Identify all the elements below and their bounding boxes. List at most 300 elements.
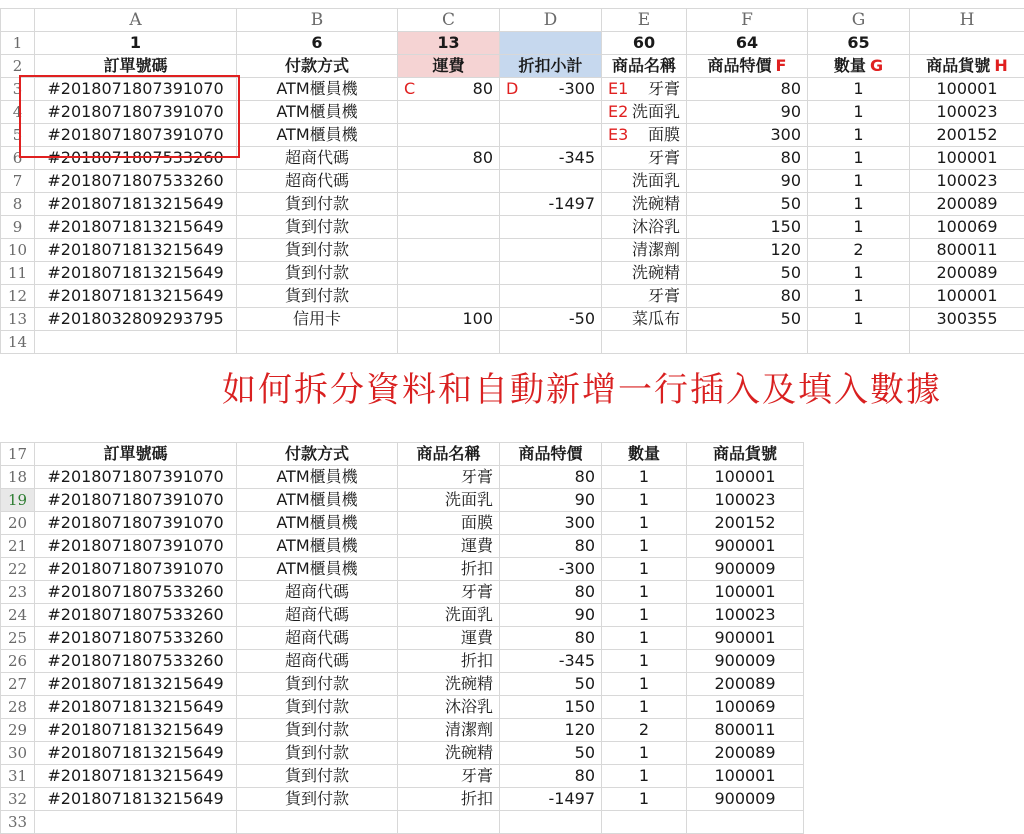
row-header[interactable]: 29 <box>1 719 35 742</box>
cell[interactable] <box>237 308 398 331</box>
cell-value: #2018071813215649 <box>47 789 224 808</box>
cell[interactable] <box>35 331 237 354</box>
row-header[interactable]: 25 <box>1 627 35 650</box>
cell[interactable] <box>398 170 500 193</box>
cell[interactable] <box>398 285 500 308</box>
cell[interactable] <box>398 673 500 696</box>
cell[interactable] <box>237 193 398 216</box>
cell[interactable] <box>500 443 602 466</box>
cell-value: 150 <box>564 697 595 716</box>
cell[interactable] <box>687 696 804 719</box>
cell[interactable] <box>808 78 910 101</box>
cell[interactable] <box>35 650 237 673</box>
cell[interactable] <box>500 719 602 742</box>
cell[interactable] <box>500 124 602 147</box>
cell[interactable] <box>35 147 237 170</box>
cell[interactable] <box>500 216 602 239</box>
cell[interactable] <box>237 216 398 239</box>
cell[interactable] <box>398 719 500 742</box>
cell[interactable] <box>237 262 398 285</box>
cell[interactable] <box>398 239 500 262</box>
cell[interactable] <box>398 101 500 124</box>
cell[interactable] <box>500 262 602 285</box>
cell[interactable] <box>35 489 237 512</box>
cell[interactable] <box>237 239 398 262</box>
cell[interactable] <box>808 101 910 124</box>
cell[interactable] <box>237 650 398 673</box>
cell[interactable] <box>35 193 237 216</box>
cell-value: ATM櫃員機 <box>276 490 358 509</box>
cell[interactable] <box>237 78 398 101</box>
cell-value: 1 <box>638 766 650 785</box>
column-header[interactable]: B <box>237 9 398 32</box>
cell[interactable] <box>602 170 687 193</box>
cell[interactable] <box>398 558 500 581</box>
cell[interactable] <box>910 216 1024 239</box>
cell[interactable] <box>602 124 687 147</box>
cell[interactable] <box>500 285 602 308</box>
cell-value: 800011 <box>936 240 998 259</box>
cell[interactable] <box>602 604 687 627</box>
cell[interactable] <box>500 696 602 719</box>
cell-value: 洗面乳 <box>631 102 680 121</box>
cell[interactable] <box>602 55 687 78</box>
cell-value: 100023 <box>936 171 998 190</box>
cell[interactable] <box>500 673 602 696</box>
cell-value: 1 <box>853 263 864 282</box>
cell[interactable] <box>500 147 602 170</box>
cell[interactable] <box>398 742 500 765</box>
cell[interactable] <box>602 535 687 558</box>
row-header[interactable]: 24 <box>1 604 35 627</box>
cell[interactable] <box>398 581 500 604</box>
cell-value: 1 <box>853 171 864 190</box>
table-row <box>1 101 1024 124</box>
cell-value: 100069 <box>714 697 776 716</box>
cell[interactable] <box>35 308 237 331</box>
cell[interactable] <box>910 147 1024 170</box>
cell[interactable] <box>500 466 602 489</box>
cell[interactable] <box>602 719 687 742</box>
cell[interactable] <box>687 627 804 650</box>
row-header[interactable]: 20 <box>1 512 35 535</box>
cell[interactable] <box>910 32 1024 55</box>
cell[interactable] <box>500 170 602 193</box>
cell[interactable] <box>687 742 804 765</box>
cell[interactable] <box>35 535 237 558</box>
cell[interactable] <box>808 285 910 308</box>
cell[interactable] <box>398 443 500 466</box>
cell[interactable] <box>687 604 804 627</box>
cell[interactable] <box>602 78 687 101</box>
cell[interactable] <box>687 581 804 604</box>
cell-value: 貨到付款 <box>284 743 349 762</box>
row-header[interactable]: 18 <box>1 466 35 489</box>
cell-value: 1 <box>638 582 650 601</box>
cell[interactable] <box>687 262 808 285</box>
cell-value: 90 <box>780 171 801 190</box>
column-header[interactable]: E <box>602 9 687 32</box>
cell[interactable] <box>687 650 804 673</box>
cell[interactable] <box>687 239 808 262</box>
row-header[interactable]: 26 <box>1 650 35 673</box>
cell[interactable] <box>35 696 237 719</box>
cell-value: 商品名稱 <box>611 56 676 75</box>
cell[interactable] <box>35 170 237 193</box>
cell[interactable] <box>602 512 687 535</box>
cell[interactable] <box>687 788 804 811</box>
cell[interactable] <box>398 331 500 354</box>
cell-value: 100001 <box>714 766 776 785</box>
cell[interactable] <box>808 32 910 55</box>
cell[interactable] <box>500 627 602 650</box>
cell-value: #2018071813215649 <box>47 674 224 693</box>
cell[interactable] <box>500 650 602 673</box>
cell[interactable] <box>687 78 808 101</box>
cell[interactable] <box>602 216 687 239</box>
cell[interactable] <box>35 673 237 696</box>
annotation-label: H <box>994 56 1008 75</box>
cell[interactable] <box>687 32 808 55</box>
cell-value: 100023 <box>936 102 998 121</box>
cell[interactable] <box>237 443 398 466</box>
cell[interactable] <box>687 147 808 170</box>
cell[interactable] <box>398 147 500 170</box>
cell[interactable] <box>602 673 687 696</box>
row-header[interactable]: 1 <box>1 32 35 55</box>
cell[interactable] <box>500 308 602 331</box>
row-header[interactable]: 2 <box>1 55 35 78</box>
row-header[interactable]: 10 <box>1 239 35 262</box>
cell[interactable] <box>35 285 237 308</box>
cell[interactable] <box>500 535 602 558</box>
cell[interactable] <box>237 512 398 535</box>
cell[interactable] <box>398 627 500 650</box>
cell[interactable] <box>602 308 687 331</box>
cell[interactable] <box>398 650 500 673</box>
row-header[interactable]: 3 <box>1 78 35 101</box>
cell[interactable] <box>237 673 398 696</box>
cell[interactable] <box>602 765 687 788</box>
cell[interactable] <box>398 604 500 627</box>
cell[interactable] <box>687 443 804 466</box>
cell[interactable] <box>500 788 602 811</box>
cell[interactable] <box>602 696 687 719</box>
column-header[interactable]: C <box>398 9 500 32</box>
cell[interactable] <box>500 512 602 535</box>
row-header[interactable]: 12 <box>1 285 35 308</box>
cell[interactable] <box>500 558 602 581</box>
cell[interactable] <box>398 78 500 101</box>
cell[interactable] <box>35 124 237 147</box>
cell[interactable] <box>237 489 398 512</box>
cell[interactable] <box>500 78 602 101</box>
cell[interactable] <box>35 262 237 285</box>
cell-value: 面膜 <box>647 125 680 144</box>
cell[interactable] <box>35 558 237 581</box>
cell[interactable] <box>687 719 804 742</box>
cell[interactable] <box>808 147 910 170</box>
row-header[interactable]: 8 <box>1 193 35 216</box>
table-row <box>1 216 1024 239</box>
row-header[interactable]: 23 <box>1 581 35 604</box>
cell[interactable] <box>910 78 1024 101</box>
cell-value: 200152 <box>714 513 776 532</box>
cell[interactable] <box>602 627 687 650</box>
cell[interactable] <box>808 331 910 354</box>
cell[interactable] <box>910 239 1024 262</box>
cell[interactable] <box>808 262 910 285</box>
cell[interactable] <box>687 558 804 581</box>
cell[interactable] <box>237 124 398 147</box>
cell[interactable] <box>35 581 237 604</box>
cell[interactable] <box>35 512 237 535</box>
cell[interactable] <box>687 466 804 489</box>
cell[interactable] <box>500 32 602 55</box>
row-header[interactable]: 14 <box>1 331 35 354</box>
cell[interactable] <box>687 512 804 535</box>
cell[interactable] <box>35 765 237 788</box>
cell[interactable] <box>35 811 237 834</box>
cell-value: 訂單號碼 <box>103 444 168 463</box>
cell[interactable] <box>500 193 602 216</box>
cell[interactable] <box>602 239 687 262</box>
cell[interactable] <box>500 811 602 834</box>
cell[interactable] <box>687 673 804 696</box>
cell[interactable] <box>602 489 687 512</box>
cell[interactable] <box>500 489 602 512</box>
row-header[interactable]: 7 <box>1 170 35 193</box>
cell[interactable] <box>500 765 602 788</box>
cell-value: 貨到付款 <box>284 217 349 236</box>
cell[interactable] <box>602 101 687 124</box>
cell-value: 貨到付款 <box>284 766 349 785</box>
cell[interactable] <box>35 466 237 489</box>
cell[interactable] <box>602 285 687 308</box>
cell[interactable] <box>35 32 237 55</box>
cell[interactable] <box>500 101 602 124</box>
cell[interactable] <box>602 811 687 834</box>
cell[interactable] <box>808 170 910 193</box>
cell-value: 80 <box>780 79 801 98</box>
select-all-corner[interactable] <box>1 9 35 32</box>
cell[interactable] <box>687 811 804 834</box>
table-row <box>1 193 1024 216</box>
cell[interactable] <box>500 581 602 604</box>
cell[interactable] <box>237 32 398 55</box>
cell[interactable] <box>237 696 398 719</box>
cell[interactable] <box>687 193 808 216</box>
row-header[interactable]: 11 <box>1 262 35 285</box>
cell[interactable] <box>35 788 237 811</box>
cell[interactable] <box>35 239 237 262</box>
cell[interactable] <box>687 170 808 193</box>
cell-value: 100001 <box>714 582 776 601</box>
cell[interactable] <box>237 558 398 581</box>
cell[interactable] <box>398 788 500 811</box>
cell[interactable] <box>398 308 500 331</box>
cell[interactable] <box>500 331 602 354</box>
cell[interactable] <box>398 489 500 512</box>
column-header[interactable]: F <box>687 9 808 32</box>
row-header[interactable]: 32 <box>1 788 35 811</box>
row-header[interactable]: 21 <box>1 535 35 558</box>
column-header[interactable]: G <box>808 9 910 32</box>
cell-value: ATM櫃員機 <box>276 513 358 532</box>
cell[interactable] <box>602 558 687 581</box>
cell[interactable] <box>602 650 687 673</box>
cell[interactable] <box>237 811 398 834</box>
cell[interactable] <box>687 331 808 354</box>
cell[interactable] <box>910 262 1024 285</box>
cell[interactable] <box>237 55 398 78</box>
column-header[interactable]: A <box>35 9 237 32</box>
cell[interactable] <box>602 581 687 604</box>
cell[interactable] <box>602 147 687 170</box>
cell[interactable] <box>35 55 237 78</box>
cell[interactable] <box>808 239 910 262</box>
cell[interactable] <box>687 308 808 331</box>
cell[interactable] <box>687 489 804 512</box>
cell[interactable] <box>35 216 237 239</box>
cell[interactable] <box>237 604 398 627</box>
cell[interactable] <box>237 535 398 558</box>
cell-value: 900009 <box>714 559 776 578</box>
cell[interactable] <box>808 216 910 239</box>
column-header[interactable]: H <box>910 9 1024 32</box>
column-header[interactable]: D <box>500 9 602 32</box>
cell[interactable] <box>500 55 602 78</box>
cell[interactable] <box>398 535 500 558</box>
cell[interactable] <box>237 466 398 489</box>
bottom-spreadsheet <box>0 442 804 834</box>
cell[interactable] <box>910 193 1024 216</box>
cell[interactable] <box>910 124 1024 147</box>
cell[interactable] <box>398 216 500 239</box>
cell[interactable] <box>398 262 500 285</box>
cell[interactable] <box>500 604 602 627</box>
cell[interactable] <box>808 55 910 78</box>
cell[interactable] <box>687 535 804 558</box>
cell[interactable] <box>808 308 910 331</box>
cell[interactable] <box>398 811 500 834</box>
cell-value: 牙膏 <box>647 79 680 98</box>
cell[interactable] <box>237 170 398 193</box>
row-header[interactable]: 13 <box>1 308 35 331</box>
cell[interactable] <box>237 285 398 308</box>
row-header[interactable]: 30 <box>1 742 35 765</box>
cell[interactable] <box>687 285 808 308</box>
cell[interactable] <box>398 765 500 788</box>
cell[interactable] <box>398 512 500 535</box>
row-header[interactable]: 33 <box>1 811 35 834</box>
row-header[interactable]: 27 <box>1 673 35 696</box>
cell[interactable] <box>237 788 398 811</box>
cell[interactable] <box>808 193 910 216</box>
cell[interactable] <box>237 331 398 354</box>
cell[interactable] <box>500 239 602 262</box>
cell[interactable] <box>687 55 808 78</box>
cell[interactable] <box>398 55 500 78</box>
cell[interactable] <box>500 742 602 765</box>
cell[interactable] <box>35 742 237 765</box>
cell[interactable] <box>237 627 398 650</box>
cell[interactable] <box>237 719 398 742</box>
row-header[interactable]: 19 <box>1 489 35 512</box>
cell-value: 1 <box>853 79 864 98</box>
cell[interactable] <box>237 147 398 170</box>
cell[interactable] <box>602 262 687 285</box>
cell[interactable] <box>910 285 1024 308</box>
cell[interactable] <box>910 331 1024 354</box>
cell[interactable] <box>35 101 237 124</box>
cell[interactable] <box>910 101 1024 124</box>
row-header[interactable]: 6 <box>1 147 35 170</box>
cell[interactable] <box>35 443 237 466</box>
cell[interactable] <box>237 101 398 124</box>
cell[interactable] <box>35 719 237 742</box>
cell[interactable] <box>35 604 237 627</box>
row-header[interactable]: 17 <box>1 443 35 466</box>
cell-value: 1 <box>853 125 864 144</box>
cell-value: 數量 <box>833 56 866 75</box>
cell[interactable] <box>602 32 687 55</box>
cell[interactable] <box>398 124 500 147</box>
cell-value: #2018071807533260 <box>47 605 224 624</box>
row-header[interactable]: 31 <box>1 765 35 788</box>
cell[interactable] <box>808 124 910 147</box>
cell-value: 50 <box>780 263 801 282</box>
cell[interactable] <box>398 466 500 489</box>
cell[interactable] <box>602 443 687 466</box>
cell-value: 200089 <box>936 263 998 282</box>
cell-value: 1 <box>638 674 650 693</box>
cell[interactable] <box>602 331 687 354</box>
cell[interactable] <box>910 170 1024 193</box>
cell[interactable] <box>687 101 808 124</box>
cell[interactable] <box>237 581 398 604</box>
row-header[interactable]: 22 <box>1 558 35 581</box>
cell[interactable] <box>35 78 237 101</box>
table-row <box>1 443 804 466</box>
cell[interactable] <box>602 788 687 811</box>
cell[interactable] <box>398 32 500 55</box>
cell[interactable] <box>35 627 237 650</box>
row-header[interactable]: 28 <box>1 696 35 719</box>
annotation-label: C <box>404 79 416 98</box>
cell[interactable] <box>398 193 500 216</box>
cell[interactable] <box>602 193 687 216</box>
cell[interactable] <box>687 765 804 788</box>
top-spreadsheet <box>0 8 1024 354</box>
row-header[interactable]: 4 <box>1 101 35 124</box>
cell[interactable] <box>687 124 808 147</box>
row-header[interactable]: 9 <box>1 216 35 239</box>
cell-value: 付款方式 <box>284 444 349 463</box>
cell[interactable] <box>237 765 398 788</box>
cell[interactable] <box>237 742 398 765</box>
row-header[interactable]: 5 <box>1 124 35 147</box>
cell[interactable] <box>602 742 687 765</box>
cell-value: #2018071807391070 <box>47 559 224 578</box>
cell[interactable] <box>910 308 1024 331</box>
cell[interactable] <box>910 55 1024 78</box>
cell[interactable] <box>687 216 808 239</box>
cell-value: 80 <box>472 148 493 167</box>
table-row <box>1 124 1024 147</box>
cell[interactable] <box>602 466 687 489</box>
cell[interactable] <box>398 696 500 719</box>
